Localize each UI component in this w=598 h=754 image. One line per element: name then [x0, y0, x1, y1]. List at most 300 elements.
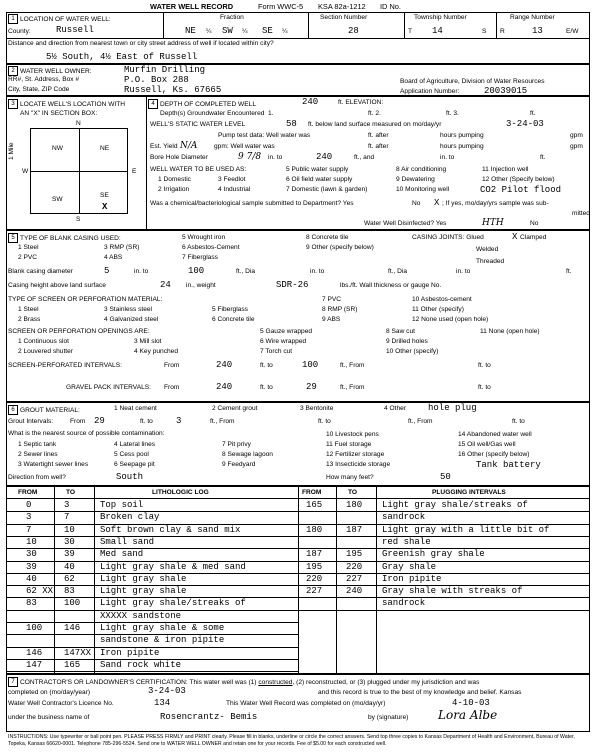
- casing-8[interactable]: 8 Concrete tile: [306, 234, 349, 241]
- log-to[interactable]: 3: [64, 500, 70, 510]
- log-to[interactable]: 195: [346, 549, 363, 560]
- depth-value[interactable]: 240: [302, 97, 319, 107]
- sw-label: SW: [52, 196, 63, 203]
- feet-value[interactable]: 50: [440, 472, 451, 482]
- disinfect-no: No: [530, 220, 539, 227]
- welded-label[interactable]: Welded: [476, 246, 499, 253]
- contamination-label: What is the nearest source of possible contamination:: [8, 430, 165, 437]
- col-to: TO: [66, 489, 76, 496]
- signature-label: by (signature): [368, 714, 409, 721]
- ft-to: ft. to: [318, 418, 331, 425]
- section-number: 7: [8, 677, 18, 687]
- log-to[interactable]: 220: [346, 561, 363, 572]
- diameter-value[interactable]: 5: [104, 266, 110, 276]
- opening-9[interactable]: 9 Drilled holes: [386, 338, 428, 345]
- fraction-1[interactable]: NE: [185, 26, 196, 36]
- ksa-ref: KSA 82a-1212: [318, 2, 366, 11]
- address-value[interactable]: P.O. Box 288: [124, 75, 189, 85]
- spi-to-value[interactable]: 100: [302, 360, 319, 370]
- ft-from: ft., From: [408, 418, 433, 425]
- screen-8[interactable]: 8 RMP (SR): [322, 306, 358, 313]
- township-value[interactable]: 14: [432, 26, 443, 36]
- feet-label: How many feet?: [326, 474, 374, 481]
- col-to-2: TO: [348, 489, 358, 496]
- ft-to: ft. to: [478, 362, 491, 369]
- log-from[interactable]: 165: [306, 500, 323, 510]
- gpm-label: gpm: [570, 132, 583, 139]
- use-5[interactable]: 5 Public water supply: [286, 166, 349, 173]
- contam-15[interactable]: 15 Oil well/Gas well: [458, 441, 516, 448]
- chem-x-mark[interactable]: X: [434, 198, 440, 208]
- signature[interactable]: Lora Albe: [438, 708, 498, 722]
- casing-2[interactable]: 2 PVC: [18, 254, 38, 261]
- county-label: County:: [8, 28, 31, 35]
- ft-from: ft., From: [210, 418, 235, 425]
- bore-rest: ft., and: [354, 154, 375, 161]
- log-description[interactable]: Light gray shale & some: [100, 623, 225, 633]
- log-from[interactable]: 0: [26, 500, 32, 510]
- log-from[interactable]: 100: [26, 623, 43, 633]
- board-label: Board of Agriculture, Division of Water Resources: [400, 78, 545, 85]
- log-description[interactable]: sandrock: [382, 512, 426, 523]
- distance-label: Distance and direction from nearest town or city street address of well if located within city?: [8, 40, 274, 47]
- log-from[interactable]: 146: [26, 647, 43, 658]
- log-description[interactable]: Gray shale: [382, 561, 437, 572]
- row-rule: [298, 511, 590, 512]
- divider: [404, 12, 405, 38]
- bore-label: Bore Hole Diameter: [150, 154, 208, 161]
- t-label: T: [408, 28, 413, 35]
- divider: [6, 38, 590, 39]
- log-description[interactable]: Top soil: [100, 500, 144, 510]
- ew-label: E/W: [566, 28, 579, 35]
- screen-12[interactable]: 12 None used (open hole): [412, 316, 489, 323]
- row-rule: [298, 610, 590, 611]
- log-from[interactable]: 227: [306, 586, 323, 597]
- mitted: mitted: [572, 210, 590, 217]
- county-value[interactable]: Russell: [56, 25, 94, 35]
- openings-title: SCREEN OR PERFORATION OPENINGS ARE:: [8, 328, 150, 335]
- screen-4[interactable]: 4 Galvanized steel: [104, 316, 159, 323]
- log-from[interactable]: 220: [306, 573, 323, 584]
- in-to-3: in. to: [456, 268, 471, 275]
- bore-value[interactable]: 9 7/8: [238, 152, 262, 162]
- static-rest: ft. below land surface measured on mo/day/yr: [308, 121, 442, 128]
- bore-ft: ft.: [540, 154, 546, 161]
- height-value[interactable]: 24: [160, 280, 171, 290]
- ne-label: NE: [100, 145, 110, 152]
- use-7[interactable]: 7 Domestic (lawn & garden): [286, 186, 368, 193]
- log-description[interactable]: Small sand: [100, 536, 155, 547]
- grout-3[interactable]: 3 Bentonite: [300, 405, 334, 412]
- log-description[interactable]: XXXXX sandstone: [100, 610, 182, 621]
- section-title: TYPE OF BLANK CASING USED:: [20, 234, 121, 242]
- section-3-subtitle: AN "X" IN SECTION BOX:: [20, 110, 98, 117]
- disinfect-label: Water Well Disinfected? Yes: [364, 220, 447, 227]
- in-to: in. to: [134, 268, 149, 275]
- business-label: under the business name of: [8, 714, 90, 721]
- row-rule: [298, 536, 590, 537]
- log-to[interactable]: 83: [64, 586, 75, 597]
- log-description[interactable]: red shale: [382, 536, 431, 547]
- grout-1[interactable]: 1 Neat cement: [114, 405, 157, 412]
- log-to[interactable]: 39: [64, 549, 75, 560]
- range-label: Range Number: [510, 14, 555, 21]
- log-description[interactable]: Soft brown clay & sand mix: [100, 524, 241, 535]
- yield-rest: gpm: Well water was: [214, 143, 275, 150]
- direction-label: Direction from well?: [8, 474, 66, 481]
- quarter-mark: ¼: [206, 28, 212, 35]
- log-description[interactable]: Iron pipite: [382, 573, 442, 584]
- form-number: Form WWC-5: [258, 2, 304, 11]
- use-2[interactable]: 2 Irrigation: [158, 186, 190, 193]
- ft-after: ft. after: [368, 143, 389, 150]
- section-number: 4: [148, 99, 158, 109]
- use-9[interactable]: 9 Dewatering: [396, 176, 435, 183]
- log-to[interactable]: 100: [64, 598, 81, 609]
- section-title: DEPTH OF COMPLETED WELL: [160, 100, 256, 108]
- grid-line: [30, 171, 128, 172]
- chem-no: No: [412, 200, 421, 207]
- fraction-2[interactable]: SW: [222, 26, 233, 36]
- log-description[interactable]: Med sand: [100, 549, 144, 560]
- log-description[interactable]: Sand rock white: [100, 659, 182, 670]
- col-from: FROM: [18, 489, 38, 496]
- chem-rest: ; If yes, mo/day/yrs sample was sub-: [442, 200, 549, 207]
- quarter-mark: ¼: [282, 28, 288, 35]
- opening-8[interactable]: 8 Saw cut: [386, 328, 415, 335]
- se-label: SE: [100, 192, 109, 199]
- log-description[interactable]: sandstone & iron pipite: [100, 635, 225, 646]
- fraction-3[interactable]: SE: [262, 26, 273, 36]
- divider: [308, 12, 309, 38]
- use-other-value[interactable]: CO2 Pilot flood: [480, 185, 562, 195]
- disinfect-value[interactable]: HTH: [482, 218, 504, 228]
- row-rule: [6, 548, 298, 549]
- elevation-label: ft. ELEVATION:: [338, 99, 384, 106]
- section-number: 1: [8, 14, 18, 24]
- screen-1[interactable]: 1 Steel: [18, 306, 39, 313]
- log-description[interactable]: Light gray shale/streaks of: [382, 500, 528, 510]
- divider: [163, 12, 164, 38]
- divider: [298, 486, 299, 674]
- height-rest: in., weight: [186, 282, 216, 289]
- ft-after: ft. after: [368, 132, 389, 139]
- casing-6[interactable]: 6 Asbestos-Cement: [182, 244, 240, 251]
- ft-dia: ft., Dia: [388, 268, 408, 275]
- diameter-rest: ft., Dia: [236, 268, 256, 275]
- log-description[interactable]: Light gray shale & med sand: [100, 561, 246, 572]
- opening-3[interactable]: 3 Mill slot: [134, 338, 162, 345]
- location-x-mark[interactable]: X: [102, 202, 108, 212]
- licence-value[interactable]: 134: [154, 698, 171, 708]
- opening-7[interactable]: 7 Torch cut: [260, 348, 293, 355]
- yield-label: Est. Yield: [150, 143, 178, 150]
- casing-9[interactable]: 9 Other (specify below): [306, 244, 374, 251]
- use-title: WELL WATER TO BE USED AS:: [150, 166, 247, 173]
- contam-10[interactable]: 10 Livestock pens: [326, 431, 379, 438]
- log-from[interactable]: 10: [26, 536, 37, 547]
- cert-line-2: and this record is true to the best of my knowledge and belief. Kansas: [318, 689, 522, 696]
- section-number: 3: [8, 99, 18, 109]
- screen-2[interactable]: 2 Brass: [18, 316, 41, 323]
- log-from[interactable]: 195: [306, 561, 323, 572]
- log-description[interactable]: Greenish gray shale: [382, 549, 485, 560]
- opening-10[interactable]: 10 Other (specify): [386, 348, 439, 355]
- section-value[interactable]: 28: [348, 26, 359, 36]
- section-3-heading: [8, 99, 125, 109]
- contam-9[interactable]: 9 Feedyard: [222, 461, 256, 468]
- grout-other-value[interactable]: hole plug: [428, 403, 477, 413]
- row-rule: [6, 671, 298, 672]
- contam-3[interactable]: 3 Watertight sewer lines: [18, 461, 89, 468]
- use-1[interactable]: 1 Domestic: [158, 176, 191, 183]
- casing-4[interactable]: 4 ABS: [104, 254, 123, 261]
- gp-label: GRAVEL PACK INTERVALS:: [66, 384, 152, 391]
- section-5-heading: [8, 233, 121, 243]
- use-12[interactable]: 12 Other (Specify below): [482, 176, 555, 183]
- from-label: From: [70, 418, 86, 425]
- bore-in-2: in. to: [440, 154, 455, 161]
- cert-line-1: [8, 677, 479, 687]
- log-from[interactable]: 62 XX: [26, 586, 54, 597]
- ft-3: ft.: [566, 268, 572, 275]
- opening-6[interactable]: 6 Wire wrapped: [260, 338, 307, 345]
- screen-11[interactable]: 11 Other (specify): [412, 306, 464, 313]
- row-rule: [298, 573, 590, 574]
- contam-7[interactable]: 7 Pit privy: [222, 441, 251, 448]
- range-value[interactable]: 13: [532, 26, 543, 36]
- divider: [496, 12, 497, 38]
- section-number: 5: [8, 233, 18, 243]
- section-2-heading: [8, 66, 92, 76]
- contam-2[interactable]: 2 Sewer lines: [18, 451, 58, 458]
- grout-from-value[interactable]: 29: [94, 416, 105, 426]
- screen-3[interactable]: 3 Stainless steel: [104, 306, 153, 313]
- log-to[interactable]: 165: [64, 659, 81, 670]
- section-title: GROUT MATERIAL:: [20, 406, 80, 414]
- city-label: City, State, ZIP Code: [8, 86, 70, 93]
- gp-from-value[interactable]: 240: [216, 382, 233, 392]
- groundwater-label: Depth(s) Groundwater Encountered: [160, 110, 265, 117]
- gp-to-value[interactable]: 29: [306, 382, 317, 392]
- distance-value[interactable]: 5½ South, 4½ East of Russell: [46, 52, 198, 62]
- casing-1[interactable]: 1 Steel: [18, 244, 39, 251]
- grout-intervals-label: Grout Intervals:: [8, 418, 54, 425]
- log-description[interactable]: Broken clay: [100, 512, 160, 523]
- log-description[interactable]: sandrock: [382, 598, 426, 609]
- pump-test-label: Pump test data: Well water was: [218, 132, 311, 139]
- north-label: N: [76, 120, 81, 127]
- contam-8[interactable]: 8 Sewage lagoon: [222, 451, 273, 458]
- city-value[interactable]: Russell, Ks. 67665: [124, 85, 222, 95]
- log-to[interactable]: 62: [64, 573, 75, 584]
- log-description[interactable]: Light gray with a little bit of: [382, 524, 550, 535]
- constructed-option[interactable]: constructed: [258, 678, 293, 686]
- completed-value[interactable]: 3-24-03: [148, 686, 186, 696]
- casing-3[interactable]: 3 RMP (SR): [104, 244, 140, 251]
- log-to[interactable]: 30: [64, 536, 75, 547]
- west-label: W: [22, 168, 29, 175]
- log-from[interactable]: 147: [26, 659, 43, 670]
- static-label: WELL'S STATIC WATER LEVEL: [150, 121, 246, 128]
- log-description[interactable]: Light gray shale: [100, 573, 187, 584]
- use-11[interactable]: 11 Injection well: [482, 166, 529, 173]
- opening-1[interactable]: 1 Continuous slot: [18, 338, 69, 345]
- clamped-x-mark[interactable]: X: [512, 232, 518, 242]
- log-from[interactable]: 30: [26, 549, 37, 560]
- in-to-2: in. to: [310, 268, 325, 275]
- contam-13[interactable]: 13 Insecticide storage: [326, 461, 391, 468]
- log-description[interactable]: Light gray shale/streaks of: [100, 598, 246, 609]
- log-from[interactable]: 3: [26, 512, 32, 523]
- instructions: INSTRUCTIONS: Use typewriter or ball point pen. PLEASE PRESS FIRMLY and PRINT clearly. Please fill in blanks, underline or circle the correct answers. Send top three copies to Kansas Department of Health and Environment, Bureau of Water, Topeka, Kansas 66620-0001. Telephone 785-296-5524. Send one to WATER WELL OWNER and retain one for your records. Fee of $5.00 for each constructed well.: [8, 734, 575, 747]
- business-value[interactable]: Rosencrantz- Bemis: [160, 712, 258, 722]
- static-value[interactable]: 58: [286, 119, 297, 129]
- spi-label: SCREEN-PERFORATED INTERVALS:: [8, 362, 122, 369]
- contam-1[interactable]: 1 Septic tank: [18, 441, 57, 448]
- divider: [146, 96, 147, 230]
- section-1-heading: [8, 14, 111, 24]
- id-label: ID No.: [380, 2, 401, 11]
- gw-ft: ft.: [530, 110, 536, 117]
- ft-to: ft. to: [260, 384, 273, 391]
- log-from[interactable]: 180: [306, 524, 323, 535]
- screen-9[interactable]: 9 ABS: [322, 316, 341, 323]
- log-description[interactable]: Iron pipite: [100, 647, 160, 658]
- contam-16[interactable]: 16 Other (specify below): [458, 451, 530, 458]
- divider: [336, 486, 337, 674]
- use-4[interactable]: 4 Industrial: [218, 186, 251, 193]
- grout-2[interactable]: 2 Cement grout: [212, 405, 258, 412]
- log-to[interactable]: 146: [64, 623, 81, 633]
- r-label: R: [500, 28, 505, 35]
- gw-2: ft. 2.: [368, 110, 381, 117]
- col-plugging: PLUGGING INTERVALS: [432, 489, 506, 496]
- s-label: S: [482, 28, 487, 35]
- log-to[interactable]: 40: [64, 561, 75, 572]
- diameter-to-value[interactable]: 100: [188, 266, 205, 276]
- log-description[interactable]: Gray shale with streaks of: [382, 586, 523, 597]
- log-to[interactable]: 240: [346, 586, 363, 597]
- bore-to-value[interactable]: 240: [316, 152, 333, 162]
- chem-label: Was a chemical/bacteriological sample submitted to Department? Yes: [150, 200, 354, 207]
- use-10[interactable]: 10 Monitoring well: [396, 186, 450, 193]
- screen-6[interactable]: 6 Concrete tile: [212, 316, 255, 323]
- spi-from-value[interactable]: 240: [216, 360, 233, 370]
- section-4-heading: [148, 99, 256, 109]
- static-date[interactable]: 3-24-03: [506, 119, 544, 129]
- ft-to: ft. to: [140, 418, 153, 425]
- opening-5[interactable]: 5 Gauze wrapped: [260, 328, 313, 335]
- yield-value[interactable]: N/A: [180, 141, 198, 151]
- log-from[interactable]: 7: [26, 524, 32, 535]
- screen-5[interactable]: 5 Fiberglass: [212, 306, 248, 313]
- section-title: WATER WELL OWNER:: [20, 67, 92, 75]
- record-date-value[interactable]: 4-10-03: [452, 698, 490, 708]
- weight-value[interactable]: SDR-26: [276, 280, 309, 290]
- section-number: 2: [8, 66, 18, 76]
- casing-7[interactable]: 7 Fiberglass: [182, 254, 218, 261]
- log-from[interactable]: 40: [26, 573, 37, 584]
- section-number: 6: [8, 405, 18, 415]
- cert-text: , (2) reconstructed, or (3) plugged under my jurisdiction and was: [292, 678, 480, 686]
- ft-from: ft., From: [340, 384, 365, 391]
- screen-7[interactable]: 7 PVC: [322, 296, 342, 303]
- address-label: RR#, St. Address, Box #: [8, 76, 80, 83]
- log-to[interactable]: 7: [64, 512, 70, 523]
- ft-from: ft., From: [340, 362, 365, 369]
- log-to[interactable]: 10: [64, 524, 75, 535]
- log-from[interactable]: 39: [26, 561, 37, 572]
- fraction-label: Fraction: [220, 14, 244, 21]
- threaded-label[interactable]: Threaded: [476, 258, 505, 265]
- contam-14[interactable]: 14 Abandoned water well: [458, 431, 532, 438]
- col-lithologic: LITHOLOGIC LOG: [152, 489, 209, 496]
- gw-1: 1.: [268, 110, 274, 117]
- row-rule: [298, 597, 590, 598]
- contam-other-value[interactable]: Tank battery: [476, 460, 541, 470]
- hours-label: hours pumping: [440, 143, 484, 150]
- bore-in: in. to: [268, 154, 283, 161]
- clamped-label[interactable]: Clamped: [520, 234, 547, 241]
- grout-4[interactable]: 4 Other: [384, 405, 406, 412]
- contam-11[interactable]: 11 Fuel storage: [326, 441, 372, 448]
- grout-to-value[interactable]: 3: [176, 416, 182, 426]
- use-8[interactable]: 8 Air conditioning: [396, 166, 447, 173]
- hours-label: hours pumping: [440, 132, 484, 139]
- log-description[interactable]: Light gray shale: [100, 586, 187, 597]
- log-to[interactable]: 187: [346, 524, 363, 535]
- screen-title: TYPE OF SCREEN OR PERFORATION MATERIAL:: [8, 296, 163, 303]
- log-from[interactable]: 187: [306, 549, 323, 560]
- diameter-label: Blank casing diameter: [8, 268, 73, 275]
- contam-5[interactable]: 5 Cess pool: [114, 451, 149, 458]
- opening-11[interactable]: 11 None (open hole): [480, 328, 540, 335]
- contam-6[interactable]: 6 Seepage pit: [114, 461, 155, 468]
- ft-to: ft. to: [260, 362, 273, 369]
- mile-label: 1 Mile: [8, 142, 15, 160]
- completed-label: completed on (mo/day/year): [8, 689, 91, 696]
- south-label: S: [76, 216, 81, 223]
- licence-label: Water Well Contractor's Licence No.: [8, 700, 114, 707]
- log-to[interactable]: 180: [346, 500, 363, 510]
- from-label: From: [164, 384, 180, 391]
- log-from[interactable]: 83: [26, 598, 37, 609]
- use-3[interactable]: 3 Feedlot: [218, 176, 246, 183]
- direction-value[interactable]: South: [116, 472, 144, 482]
- use-6[interactable]: 6 Oil field water supply: [286, 176, 353, 183]
- joints-label: CASING JOINTS: Glued: [412, 234, 484, 241]
- contam-4[interactable]: 4 Lateral lines: [114, 441, 156, 448]
- gw-3: ft. 3.: [446, 110, 459, 117]
- weight-rest: lbs./ft. Wall thickness or gauge No.: [340, 282, 442, 289]
- opening-2[interactable]: 2 Louvered shutter: [18, 348, 73, 355]
- col-from-2: FROM: [302, 489, 322, 496]
- casing-5[interactable]: 5 Wrought iron: [182, 234, 226, 241]
- log-to[interactable]: 147XX: [64, 647, 92, 658]
- section-6-heading: [8, 405, 80, 415]
- owner-value[interactable]: Murfin Drilling: [124, 65, 206, 75]
- section-number-label: Section Number: [320, 14, 368, 21]
- ft-to: ft. to: [512, 418, 525, 425]
- log-to[interactable]: 227: [346, 573, 363, 584]
- opening-4[interactable]: 4 Key punched: [134, 348, 178, 355]
- screen-10[interactable]: 10 Asbestos-cement: [412, 296, 472, 303]
- row-rule: [298, 561, 590, 562]
- application-value[interactable]: 20039015: [484, 86, 528, 96]
- contam-12[interactable]: 12 Fertilizer storage: [326, 451, 385, 458]
